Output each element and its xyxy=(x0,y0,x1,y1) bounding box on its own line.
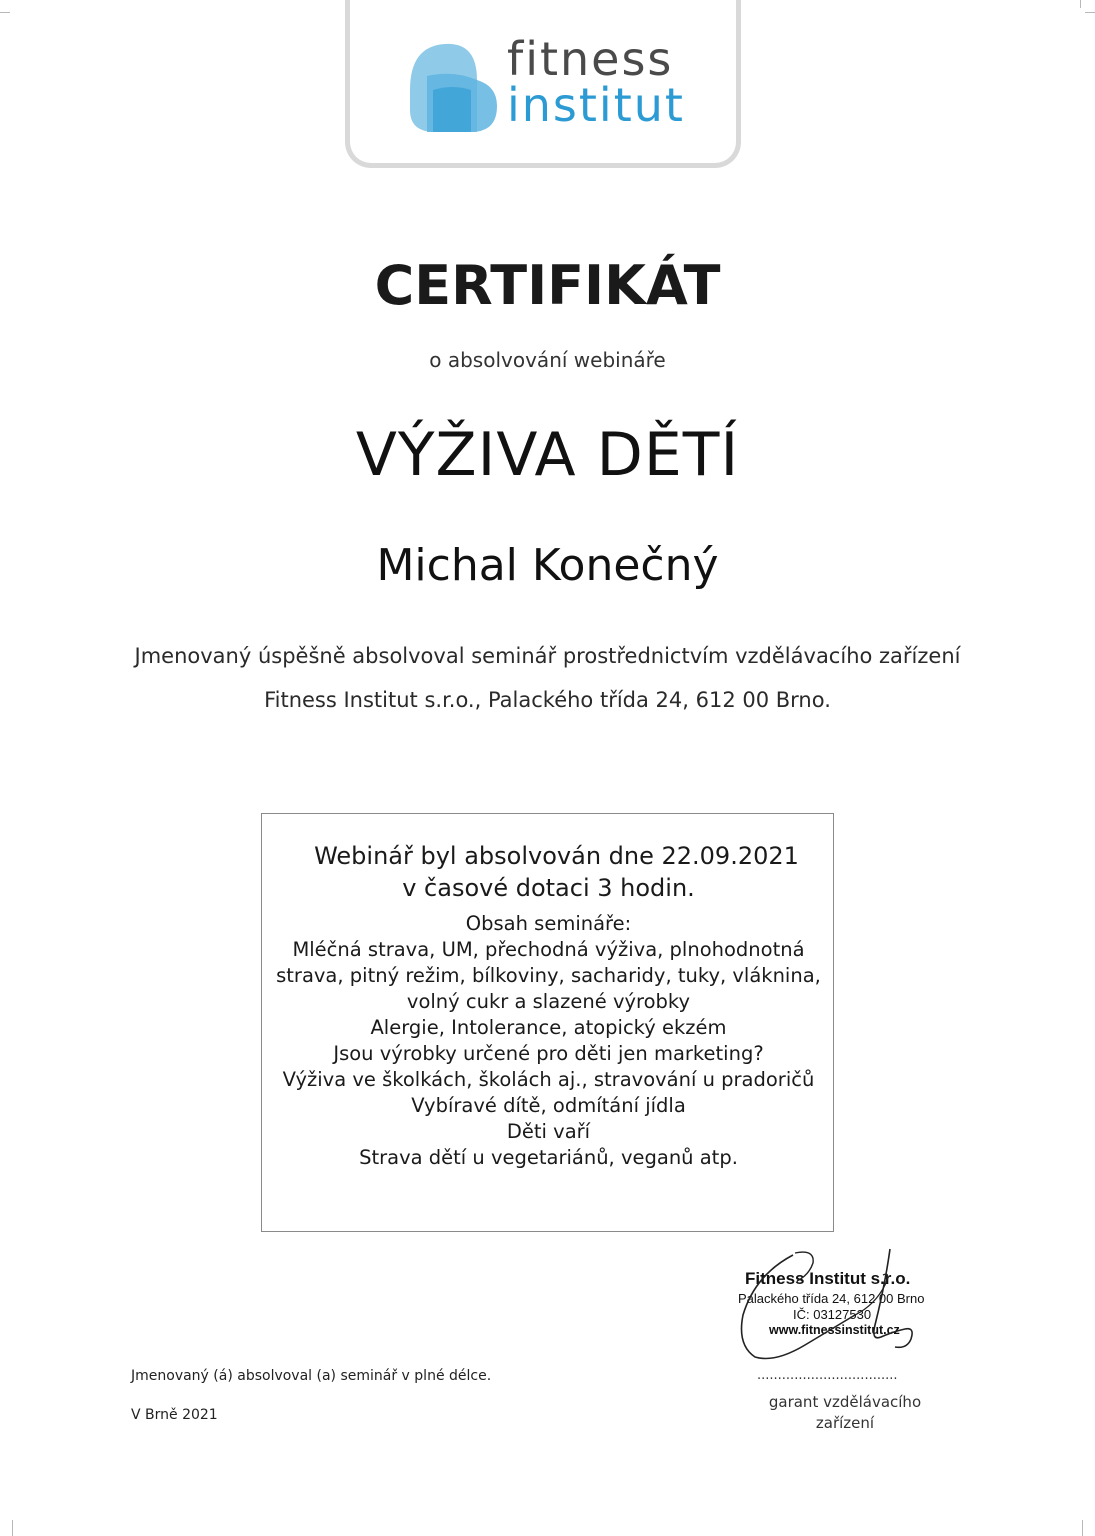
content-line: strava, pitný režim, bílkoviny, sacharidy, tuky, vláknina, xyxy=(276,964,821,987)
crop-mark xyxy=(1080,0,1081,8)
signature-icon xyxy=(735,1245,945,1365)
guarantor-label: garant vzdělávacího zařízení xyxy=(768,1393,922,1432)
content-line: volný cukr a slazené výrobky xyxy=(406,990,691,1013)
content-line: Alergie, Intolerance, atopický ekzém xyxy=(370,1016,727,1039)
content-heading: Obsah semináře: xyxy=(465,912,632,935)
completion-date: Webinář byl absolvován dne 22.09.2021 xyxy=(314,842,799,870)
course-title: VÝŽIVA DĚTÍ xyxy=(355,420,740,490)
crop-mark xyxy=(1082,1520,1083,1536)
footer-place-year: V Brně 2021 xyxy=(131,1407,218,1423)
content-line: Výživa ve školkách, školách aj., stravování u pradoričů xyxy=(282,1068,815,1091)
certificate-title: CERTIFIKÁT xyxy=(374,254,721,317)
crop-mark xyxy=(0,12,10,13)
certificate-subtitle: o absolvování webináře xyxy=(429,348,666,372)
logo-line-institut: institut xyxy=(507,78,685,132)
content-line: Strava dětí u vegetariánů, veganů atp. xyxy=(359,1146,738,1169)
stamp-ico: IČ: 03127530 xyxy=(793,1307,872,1322)
description-line-2: Fitness Institut s.r.o., Palackého třída 24, 612 00 Brno. xyxy=(264,688,831,712)
content-line: Děti vaří xyxy=(506,1120,591,1143)
crop-mark xyxy=(1085,12,1095,13)
company-stamp xyxy=(735,1245,945,1365)
heart-logo-icon xyxy=(405,40,500,136)
recipient-name: Michal Konečný xyxy=(376,540,719,591)
content-line: Vybíravé dítě, odmítání jídla xyxy=(411,1094,686,1117)
description-line-1: Jmenovaný úspěšně absolvoval seminář prostřednictvím vzdělávacího zařízení xyxy=(134,644,961,668)
logo-line-fitness: fitness xyxy=(507,32,674,86)
crop-mark xyxy=(12,1520,13,1536)
stamp-company: Fitness Institut s.r.o. xyxy=(745,1269,911,1288)
stamp-web: www.fitnessinstitut.cz xyxy=(769,1323,900,1337)
signature-line: .................................. xyxy=(757,1368,898,1383)
details-box xyxy=(261,813,834,1232)
footer-note: Jmenovaný (á) absolvoval (a) seminář v plné délce. xyxy=(131,1368,492,1384)
content-line: Mléčná strava, UM, přechodná výživa, plnohodnotná xyxy=(292,938,805,961)
course-duration: v časové dotaci 3 hodin. xyxy=(402,874,695,902)
content-line: Jsou výrobky určené pro děti jen marketing? xyxy=(333,1042,764,1065)
logo-wordmark xyxy=(507,32,685,132)
stamp-address: Palackého třída 24, 612 00 Brno xyxy=(738,1291,925,1306)
